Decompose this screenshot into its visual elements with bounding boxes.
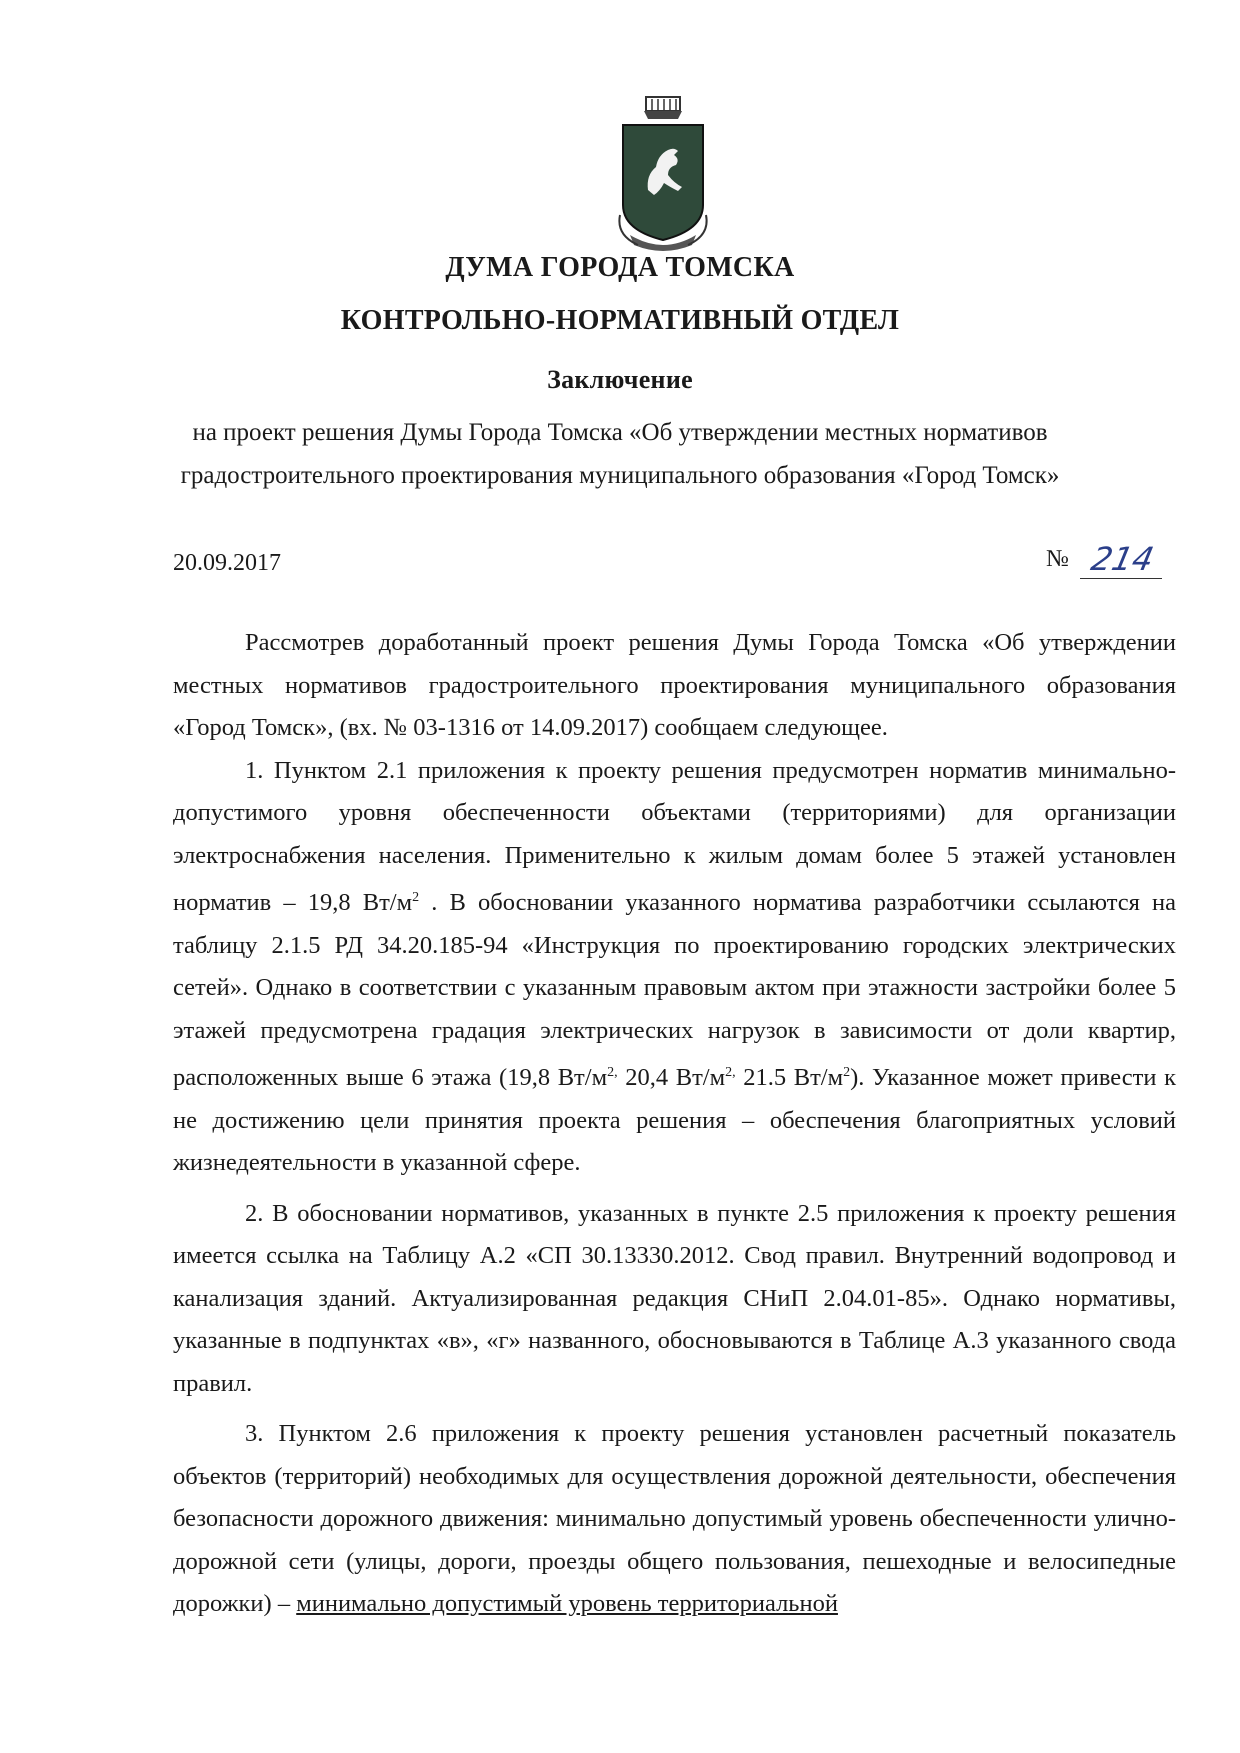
item-2-paragraph: 2. В обосновании нормативов, указанных в пункте 2.5 приложения к проекту решения имеется ссылка на Таблицу А.2 «СП 30.13330.2012. Свод правил. Внутренний водопровод и канализация зданий. Актуализированная редакция СНиП 2.04.01-85». Однако нормативы, указанные в подпунктах «в», «г» названного, обосновываются в Таблице А.3 указанного свода правил. <box>173 1199 1176 1397</box>
item-3-paragraph: 3. Пунктом 2.6 приложения к проекту решения установлен расчетный показатель объектов (территорий) необходимых для осуществления дорожной деятельности, обеспечения безопасности дорожного движения: минимально допустимый уровень обеспеченности улично-дорожной сети (улицы, дороги, проезды общего пользования, пешеходные и велосипедные дорожки) – минимально допустимый уровень территориальной <box>173 1420 1176 1618</box>
intro-paragraph: Рассмотрев доработанный проект решения Думы Города Томска «Об утверждении местных нормативов градостроительного проектирования муниципального образования «Город Томск», (вх. № 03-1316 от 14.09.2017) сообщаем следующее. <box>173 629 1176 741</box>
org-name: ДУМА ГОРОДА ТОМСКА <box>445 252 795 283</box>
item-1-paragraph: 1. Пунктом 2.1 приложения к проекту решения предусмотрен норматив минимально-допустимого уровня обеспеченности объектами (территориями) для организации электроснабжения населения. Применительно к жилым домам более 5 этажей установлен норматив – 19,8 $Вт/м^2$ . В обосновании указанного норматива разработчики ссылаются на таблицу 2.1.5 РД 34.20.185-94 «Инструкция по проектированию городских электрических сетей». Однако в соответствии с указанным правовым актом при этажности застройки более 5 этажей предусмотрена градация электрических нагрузок в зависимости от доли квартир, расположенных выше 6 этажа (19,8 $Вт/м^{2,}$ 20,4 $Вт/м^{2,}$ 21.5 $Вт/м^2$). Указанное может привести к не достижению цели принятия проекта решения – обеспечения благоприятных условий жизнедеятельности в указанной сфере. <box>173 756 1177 1177</box>
subject-line-1: на проект решения Думы Города Томска «Об утверждении местных нормативов <box>192 419 1048 446</box>
number-underline <box>1080 578 1162 579</box>
document-number-handwritten: 214 <box>1087 540 1158 578</box>
department-name: КОНТРОЛЬНО-НОРМАТИВНЫЙ ОТДЕЛ <box>340 305 900 336</box>
coat-of-arms-emblem <box>608 95 718 255</box>
document-number-prefix: № <box>1046 546 1069 572</box>
document-date: 20.09.2017 <box>173 550 281 576</box>
subject-line-2: градостроительного проектирования муниципального образования «Город Томск» <box>180 462 1060 489</box>
document-body <box>173 622 1176 1626</box>
document-type: Заключение <box>547 365 693 394</box>
underlined-phrase: минимально допустимый уровень территориальной <box>296 1590 838 1618</box>
